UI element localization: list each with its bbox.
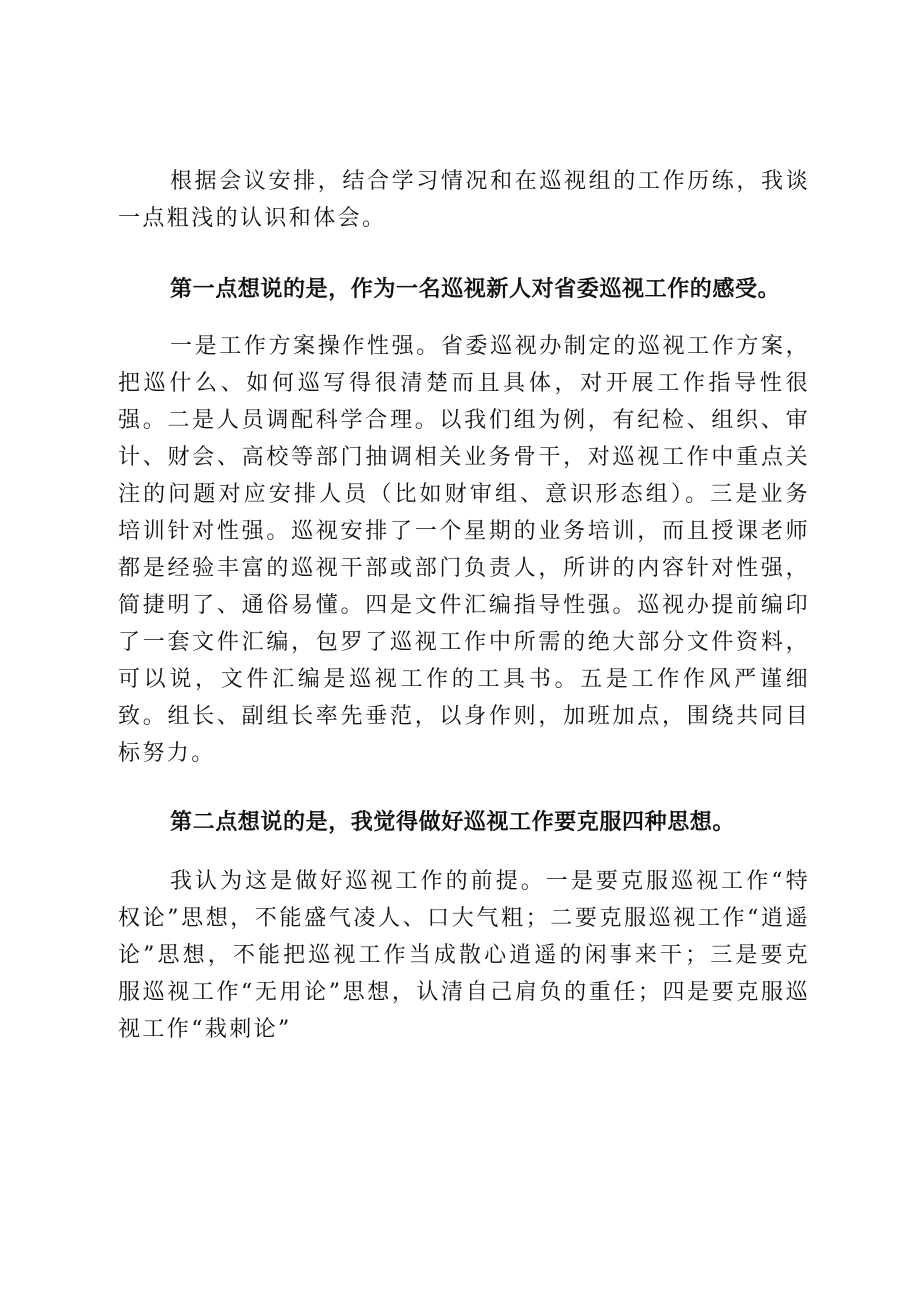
intro-paragraph: 根据会议安排，结合学习情况和在巡视组的工作历练，我谈一点粗浅的认识和体会。 — [118, 169, 810, 231]
section-heading-1: 第一点想说的是，作为一名巡视新人对省委巡视工作的感受。 — [170, 277, 781, 302]
section-paragraph-2: 我认为这是做好巡视工作的前提。一是要克服巡视工作“特权论”思想，不能盛气凌人、口大气粗；二要克服巡视工作“逍遥论”思想，不能把巡视工作当成散心逍遥的闲事来干；三是要克服巡视工作“无用论”思想，认清自己肩负的重任；四是要克服巡视工作“栽刺论” — [118, 869, 810, 1042]
section-heading-2: 第二点想说的是，我觉得做好巡视工作要克服四种思想。 — [170, 810, 736, 835]
section-paragraph-1: 一是工作方案操作性强。省委巡视办制定的巡视工作方案，把巡什么、如何巡写得很清楚而且具体，对开展工作指导性很强。二是人员调配科学合理。以我们组为例，有纪检、组织、审计、财会、高校等部门抽调相关业务骨干，对巡视工作中重点关注的问题对应安排人员（比如财审组、意识形态组）。三是业务培训针对性强。巡视安排了一个星期的业务培训，而且授课老师都是经验丰富的巡视干部或部门负责人，所讲的内容针对性强，简捷明了、通俗易懂。四是文件汇编指导性强。巡视办提前编印了一套文件汇编，包罗了巡视工作中所需的绝大部分文件资料，可以说，文件汇编是巡视工作的工具书。五是工作作风严谨细致。组长、副组长率先垂范，以身作则，加班加点，围绕共同目标努力。 — [118, 334, 810, 766]
document-body — [118, 163, 810, 1048]
